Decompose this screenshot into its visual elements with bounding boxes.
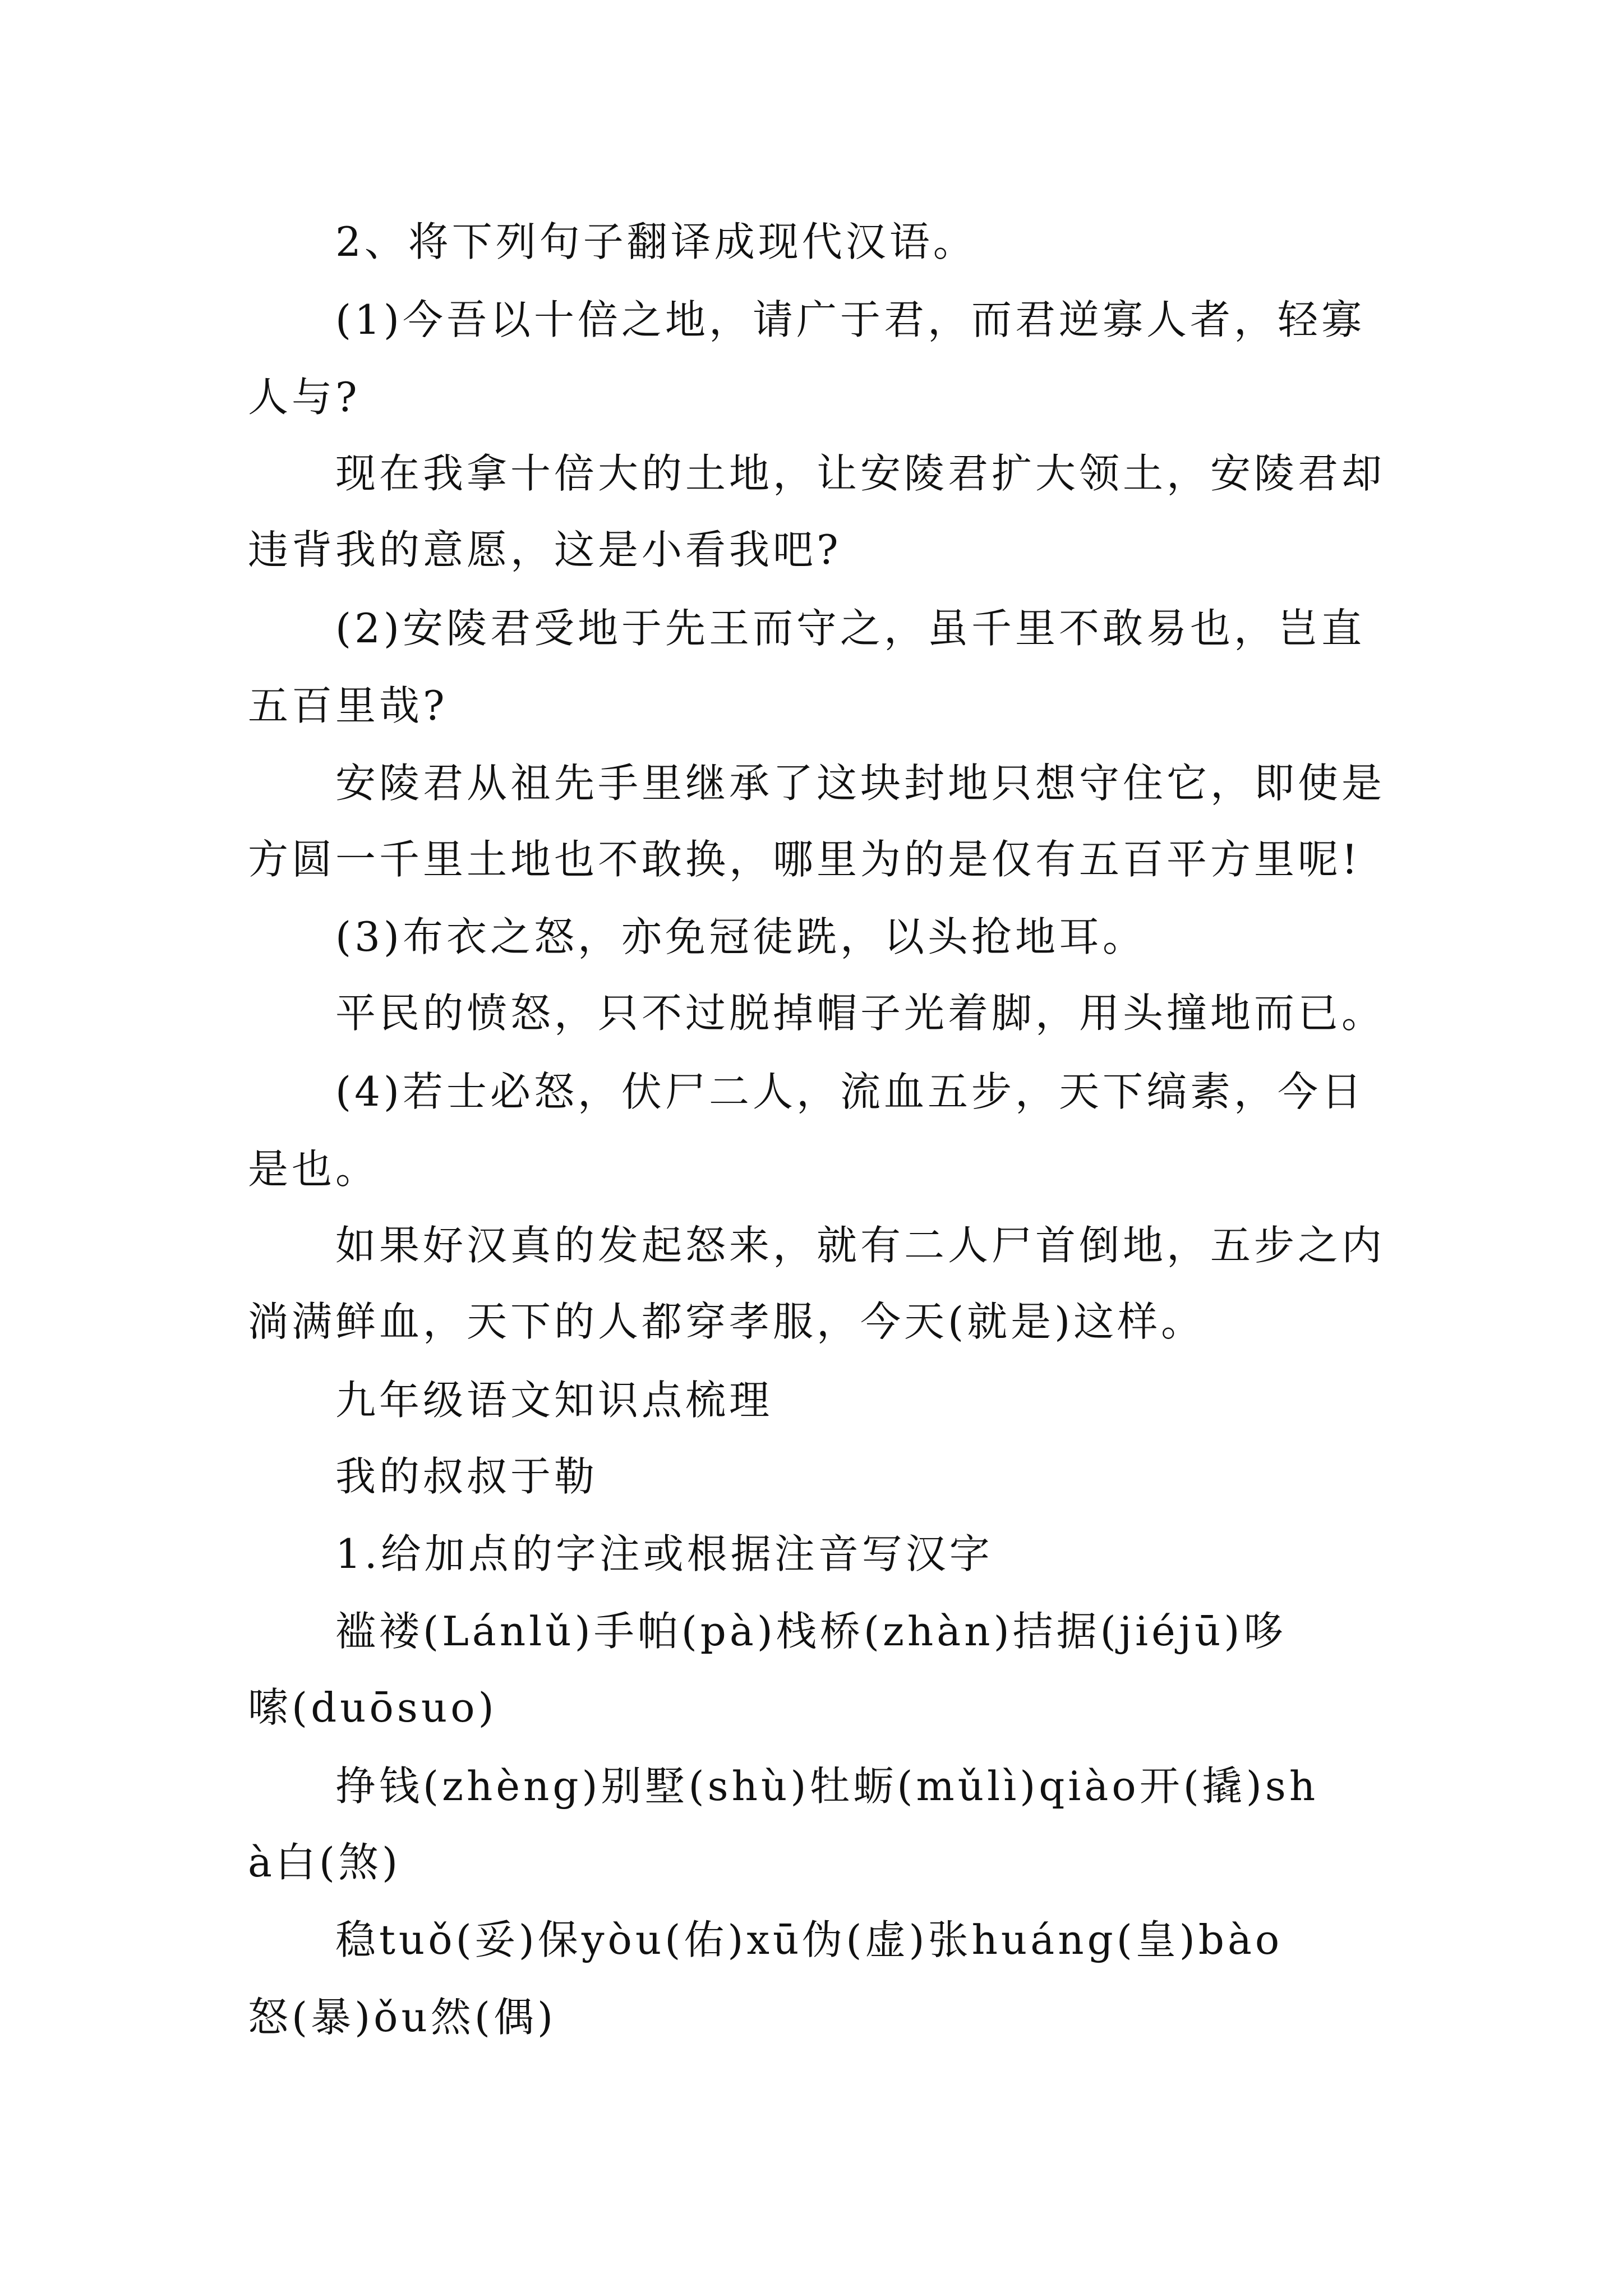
text-line: 1.给加点的字注或根据注音写汉字 (335, 1530, 993, 1577)
text-line: 嗦(duōsuo) (248, 1684, 497, 1731)
text-line: 人与? (248, 374, 361, 421)
text-line: 安陵君从祖先手里继承了这块封地只想守住它，即使是 (335, 760, 1386, 807)
text-line: (2)安陵君受地于先王而守之，虽千里不敢易也，岂直 (335, 605, 1365, 652)
text-line: 是也。 (248, 1145, 380, 1193)
lesson-title: 我的叔叔于勒 (335, 1453, 598, 1500)
text-line: 平民的愤怒，只不过脱掉帽子光着脚，用头撞地而已。 (335, 990, 1386, 1037)
text-line: 现在我拿十倍大的土地，让安陵君扩大领土，安陵君却 (335, 450, 1386, 497)
text-line: 褴褛(Lánlǔ)手帕(pà)栈桥(zhàn)拮据(jiéjū)哆 (335, 1608, 1287, 1655)
section-heading: 九年级语文知识点梳理 (335, 1377, 773, 1424)
text-line: 违背我的意愿，这是小看我吧? (248, 526, 842, 573)
text-line: 挣钱(zhèng)别墅(shù)牡蛎(mǔlì)qiào开(撬)sh (335, 1763, 1319, 1810)
text-line: 稳tuǒ(妥)保yòu(佑)xū伪(虚)张huáng(皇)bào (335, 1916, 1283, 1963)
text-line: (1)今吾以十倍之地，请广于君，而君逆寡人者，轻寡 (335, 296, 1365, 343)
text-line: 五百里哉? (248, 682, 448, 729)
text-line: 方圆一千里土地也不敢换，哪里为的是仅有五百平方里呢! (248, 836, 1361, 883)
text-line: 如果好汉真的发起怒来，就有二人尸首倒地，五步之内 (335, 1222, 1386, 1269)
text-line: 淌满鲜血，天下的人都穿孝服，今天(就是)这样。 (248, 1298, 1205, 1345)
text-line: 怒(暴)ǒu然(偶) (248, 1994, 557, 2041)
text-line: 2、将下列句子翻译成现代汉语。 (335, 218, 977, 265)
text-line: (3)布衣之怒，亦免冠徒跣，以头抢地耳。 (335, 913, 1146, 960)
text-line: à白(煞) (248, 1839, 402, 1886)
text-line: (4)若士必怒，伏尸二人，流血五步，天下缟素，今日 (335, 1068, 1365, 1115)
